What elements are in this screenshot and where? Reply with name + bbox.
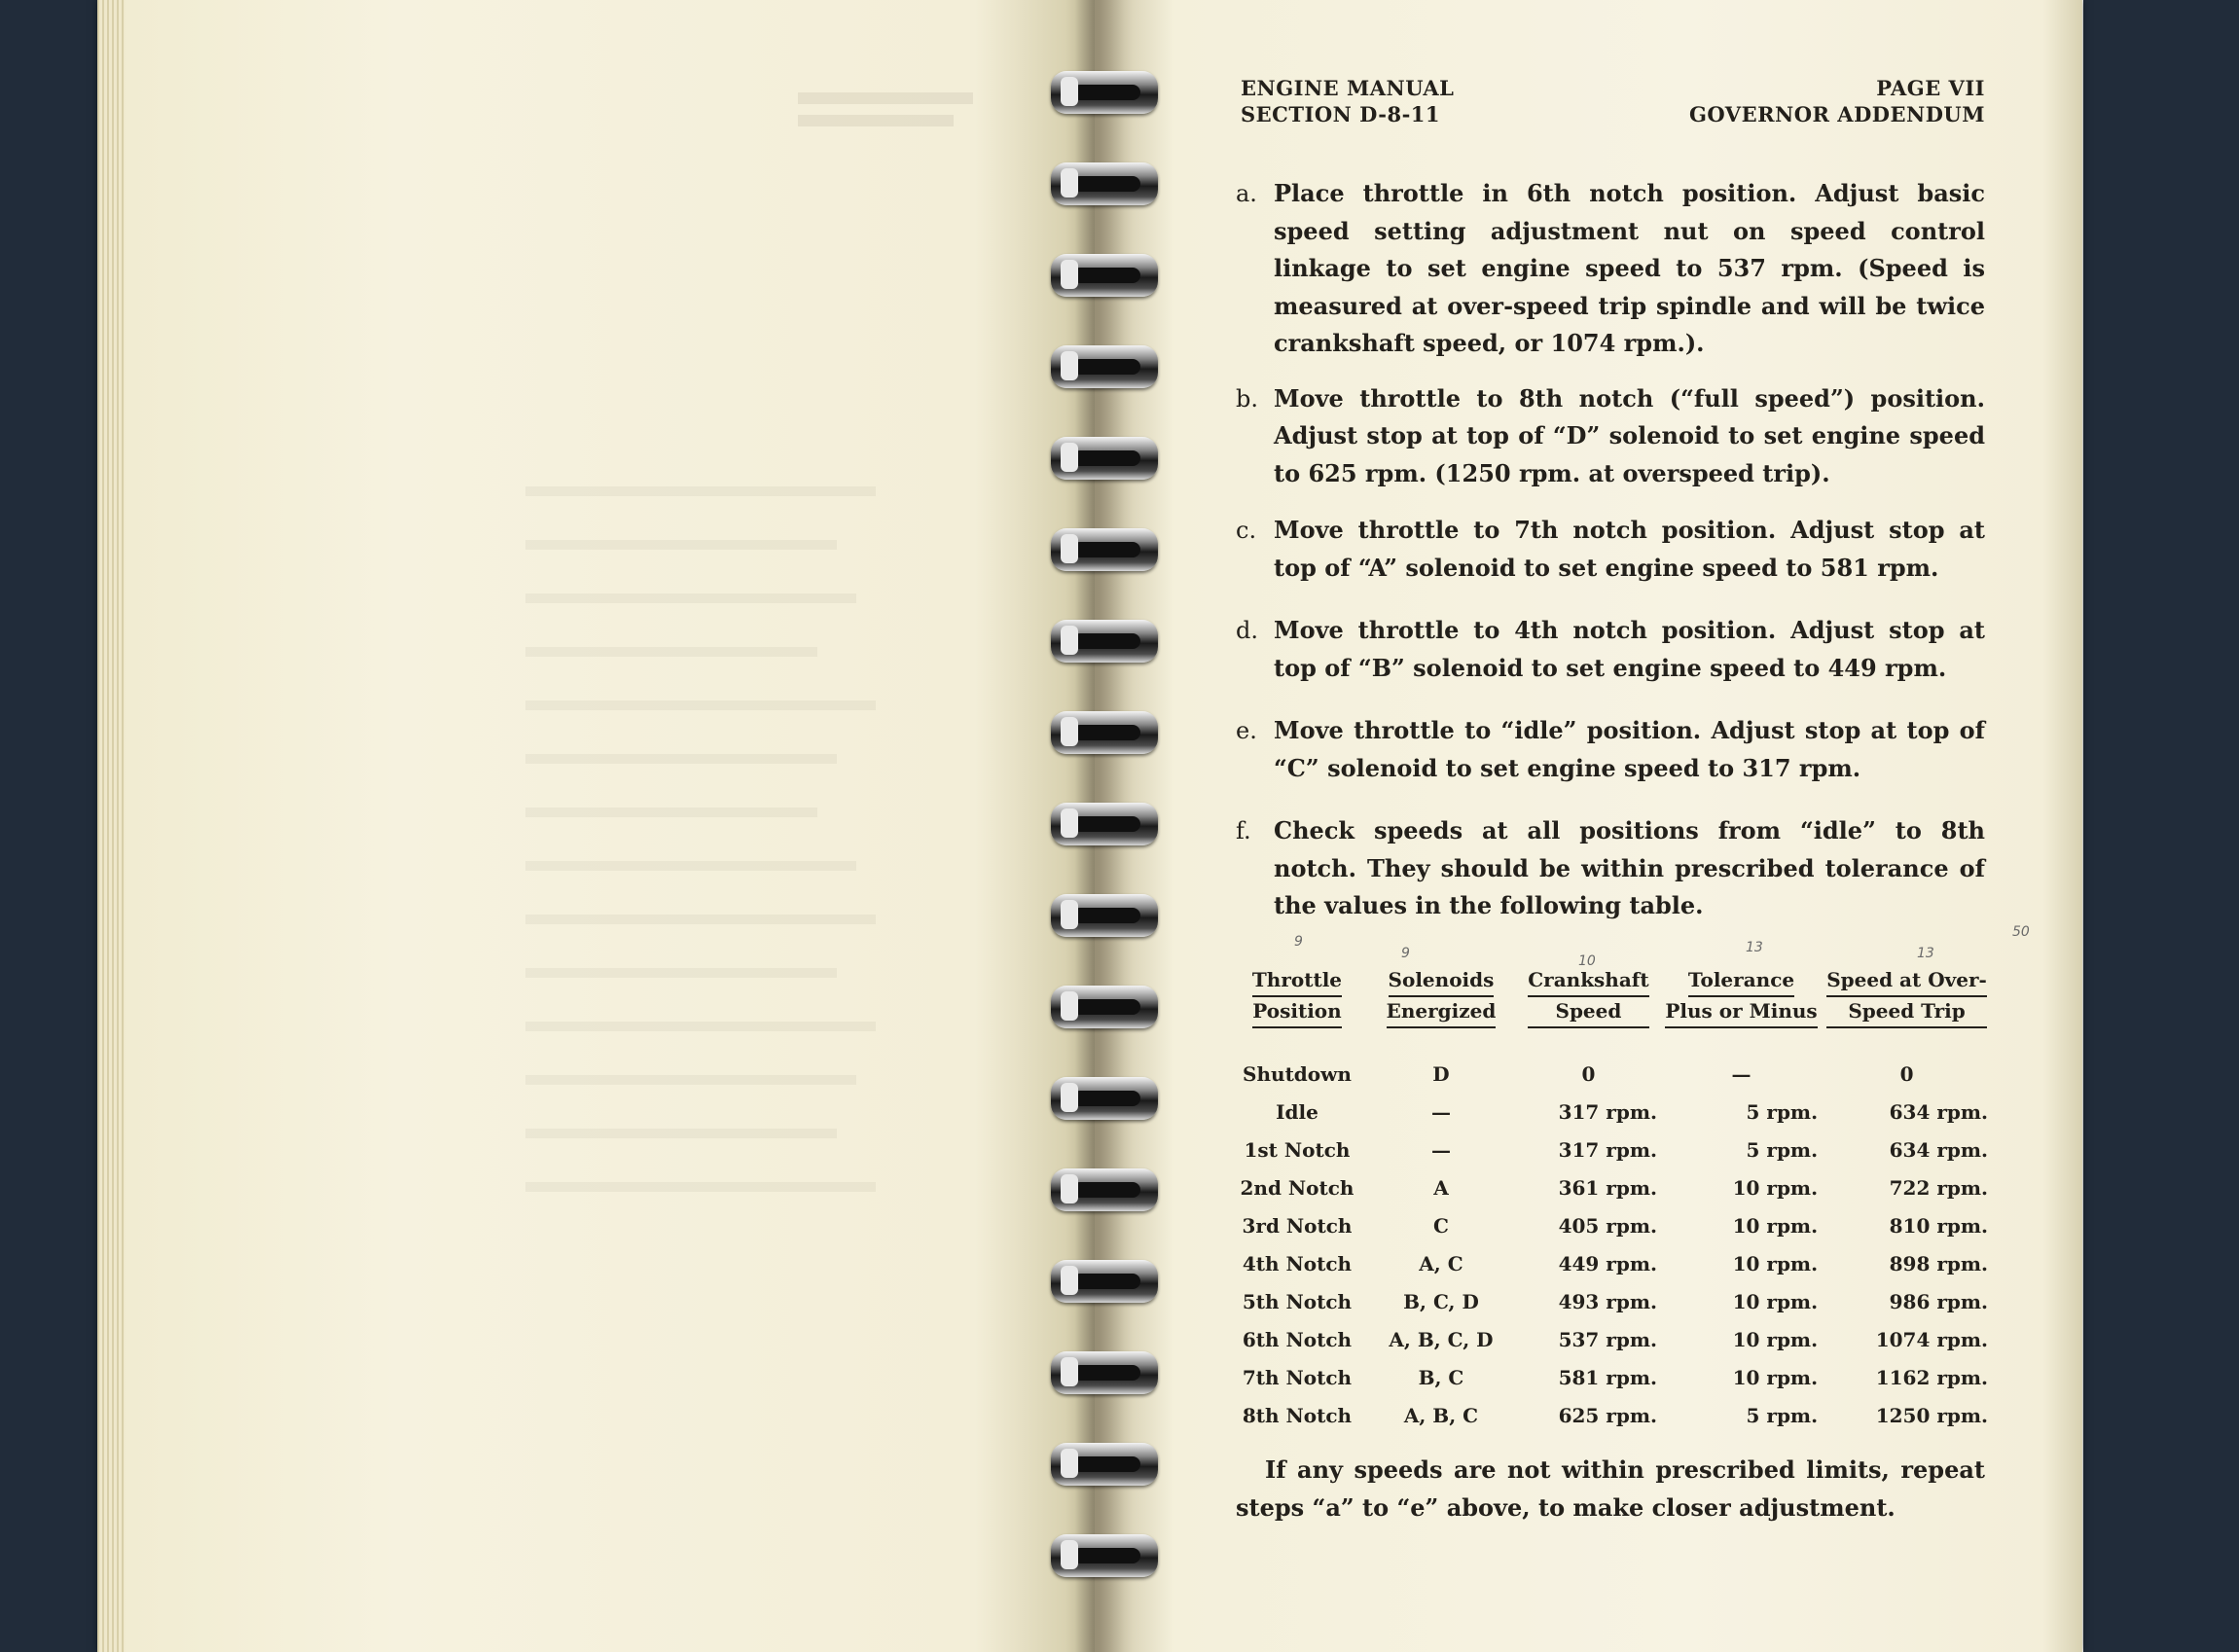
step-a [1236,175,1985,363]
cell-throttle: 8th Notch [1242,1404,1353,1427]
section-title: GOVERNOR ADDENDUM [1688,102,1985,126]
binding-ring [1051,1077,1158,1120]
handwritten-mark: 50 [2012,924,2030,940]
binding-ring [1051,803,1158,845]
section-number: SECTION D-8-11 [1241,102,1441,126]
table-row [1228,1094,1992,1131]
step-text: Move throttle to “idle” position. Adjust stop at top of “C” solenoid to set engine speed to 317 rpm. [1274,716,1985,782]
manual-title: ENGINE MANUAL [1241,76,1455,100]
cell-crankshaft: 361 rpm. [1558,1176,1657,1200]
table-header-row [1228,966,1992,1034]
step-text: Move throttle to 4th notch position. Adjust stop at top of “B” solenoid to set engine speed to 449 rpm. [1274,616,1985,682]
cell-throttle: 5th Notch [1242,1290,1353,1313]
binding-ring [1051,1260,1158,1303]
table-row [1228,1283,1992,1321]
table-row [1228,1245,1992,1283]
cell-crankshaft: 317 rpm. [1558,1100,1657,1124]
cell-tolerance: — [1731,1062,1751,1086]
cell-tolerance: 10 rpm. [1732,1328,1819,1351]
step-d [1236,612,1985,687]
page-stack-edge [97,0,125,1652]
cell-solenoids: A, B, C, D [1389,1328,1494,1351]
binding-ring [1051,528,1158,571]
left-page-blank [97,0,1095,1652]
step-label: c. [1236,517,1257,544]
binding-ring [1051,162,1158,205]
cell-throttle: 1st Notch [1244,1138,1351,1162]
column-header-solenoids-energized: Solenoids Energized [1366,966,1516,1034]
step-text: Place throttle in 6th notch position. Adjust basic speed setting adjustment nut on speed control linkage to set engine speed to 537 rpm. (Speed is measured at over-speed trip spindle and will be twice crankshaft speed, or 1074 rpm.). [1274,179,1985,357]
cell-overspeed: 634 rpm. [1889,1100,1988,1124]
cell-overspeed: 1250 rpm. [1875,1404,1988,1427]
table-row [1228,1359,1992,1397]
column-header-overspeed-trip: Speed at Over- Speed Trip [1822,966,1992,1034]
cell-overspeed: 986 rpm. [1889,1290,1988,1313]
header-left [1241,75,1454,127]
cell-throttle: Idle [1276,1100,1318,1124]
cell-solenoids: B, C, D [1403,1290,1479,1313]
cell-crankshaft: 405 rpm. [1558,1214,1657,1238]
table-row [1228,1397,1992,1435]
step-b [1236,380,1985,493]
step-label: b. [1236,384,1258,413]
background-right [2083,0,2239,1652]
cell-crankshaft: 537 rpm. [1558,1328,1657,1351]
step-f [1236,812,1985,925]
step-e [1236,712,1985,787]
cell-overspeed: 810 rpm. [1889,1214,1988,1238]
handwritten-mark: 13 [1917,946,1934,961]
cell-overspeed: 1074 rpm. [1875,1328,1988,1351]
cell-tolerance: 10 rpm. [1732,1290,1819,1313]
binding-ring [1051,437,1158,480]
cell-throttle: 4th Notch [1242,1252,1353,1275]
cell-crankshaft: 0 [1581,1062,1596,1086]
cell-throttle: 2nd Notch [1240,1176,1354,1200]
binding-ring [1051,894,1158,937]
binding-ring [1051,345,1158,388]
cell-crankshaft: 493 rpm. [1558,1290,1657,1313]
step-label: e. [1236,717,1257,744]
cell-tolerance: 10 rpm. [1732,1176,1819,1200]
table-row [1228,1321,1992,1359]
step-label: d. [1236,617,1258,644]
cell-tolerance: 10 rpm. [1732,1214,1819,1238]
cell-overspeed: 634 rpm. [1889,1138,1988,1162]
background-left [0,0,102,1652]
column-header-crankshaft-speed: Crankshaft Speed [1516,966,1661,1034]
binding-ring [1051,620,1158,663]
cell-throttle: Shutdown [1243,1062,1352,1086]
step-text: Check speeds at all positions from “idle” to 8th notch. They should be within prescribed tolerance of the values in the following table. [1274,816,1985,919]
cell-overspeed: 898 rpm. [1889,1252,1988,1275]
cell-tolerance: 5 rpm. [1746,1404,1819,1427]
handwritten-mark: 13 [1746,940,1763,955]
cell-crankshaft: 317 rpm. [1558,1138,1657,1162]
cell-tolerance: 5 rpm. [1746,1100,1819,1124]
handwritten-mark: 9 [1294,934,1303,950]
binding-ring [1051,254,1158,297]
cell-throttle: 7th Notch [1242,1366,1353,1389]
page-number: PAGE VII [1876,76,1985,100]
table-row [1228,1034,1992,1094]
column-header-throttle-position: Throttle Position [1228,966,1366,1034]
procedure-steps [1236,175,1985,925]
cell-solenoids: A, C [1419,1252,1463,1275]
cell-solenoids: A, B, C [1403,1404,1479,1427]
column-header-tolerance: Tolerance Plus or Minus [1661,966,1822,1034]
cell-overspeed: 0 [1899,1062,1914,1086]
speed-table [1228,966,1992,1435]
cell-crankshaft: 581 rpm. [1558,1366,1657,1389]
cell-tolerance: 5 rpm. [1746,1138,1819,1162]
cell-solenoids: B, C [1418,1366,1464,1389]
cell-solenoids: D [1432,1062,1450,1086]
table-row [1228,1207,1992,1245]
cell-solenoids: A [1433,1176,1449,1200]
cell-tolerance: 10 rpm. [1732,1366,1819,1389]
cell-solenoids: — [1430,1138,1451,1162]
cell-tolerance: 10 rpm. [1732,1252,1819,1275]
binding-ring [1051,711,1158,754]
binding-ring [1051,1443,1158,1486]
handwritten-mark: 9 [1401,946,1410,961]
cell-throttle: 3rd Notch [1242,1214,1353,1238]
binding-ring [1051,1534,1158,1577]
cell-crankshaft: 625 rpm. [1558,1404,1657,1427]
cell-overspeed: 1162 rpm. [1875,1366,1988,1389]
closing-note: If any speeds are not within prescribed limits, repeat steps “a” to “e” above, to make closer adjustment. [1236,1455,1985,1522]
table-row [1228,1131,1992,1169]
step-label: f. [1236,817,1251,844]
binding-ring [1051,1168,1158,1211]
step-label: a. [1236,180,1257,207]
cell-solenoids: C [1433,1214,1449,1238]
binding-ring [1051,71,1158,114]
table-row [1228,1169,1992,1207]
cell-crankshaft: 449 rpm. [1558,1252,1657,1275]
binding-ring [1051,986,1158,1028]
cell-overspeed: 722 rpm. [1889,1176,1988,1200]
step-text: Move throttle to 8th notch (“full speed”) position. Adjust stop at top of “D” solenoid to set engine speed to 625 rpm. (1250 rpm. at overspeed trip). [1274,383,1985,487]
handwritten-mark: 10 [1578,953,1596,969]
header-right [1644,75,1985,127]
cell-throttle: 6th Notch [1242,1328,1353,1351]
binding-ring [1051,1351,1158,1394]
step-c [1236,512,1985,587]
cell-solenoids: — [1430,1100,1451,1124]
step-text: Move throttle to 7th notch position. Adjust stop at top of “A” solenoid to set engine speed to 581 rpm. [1274,516,1985,582]
